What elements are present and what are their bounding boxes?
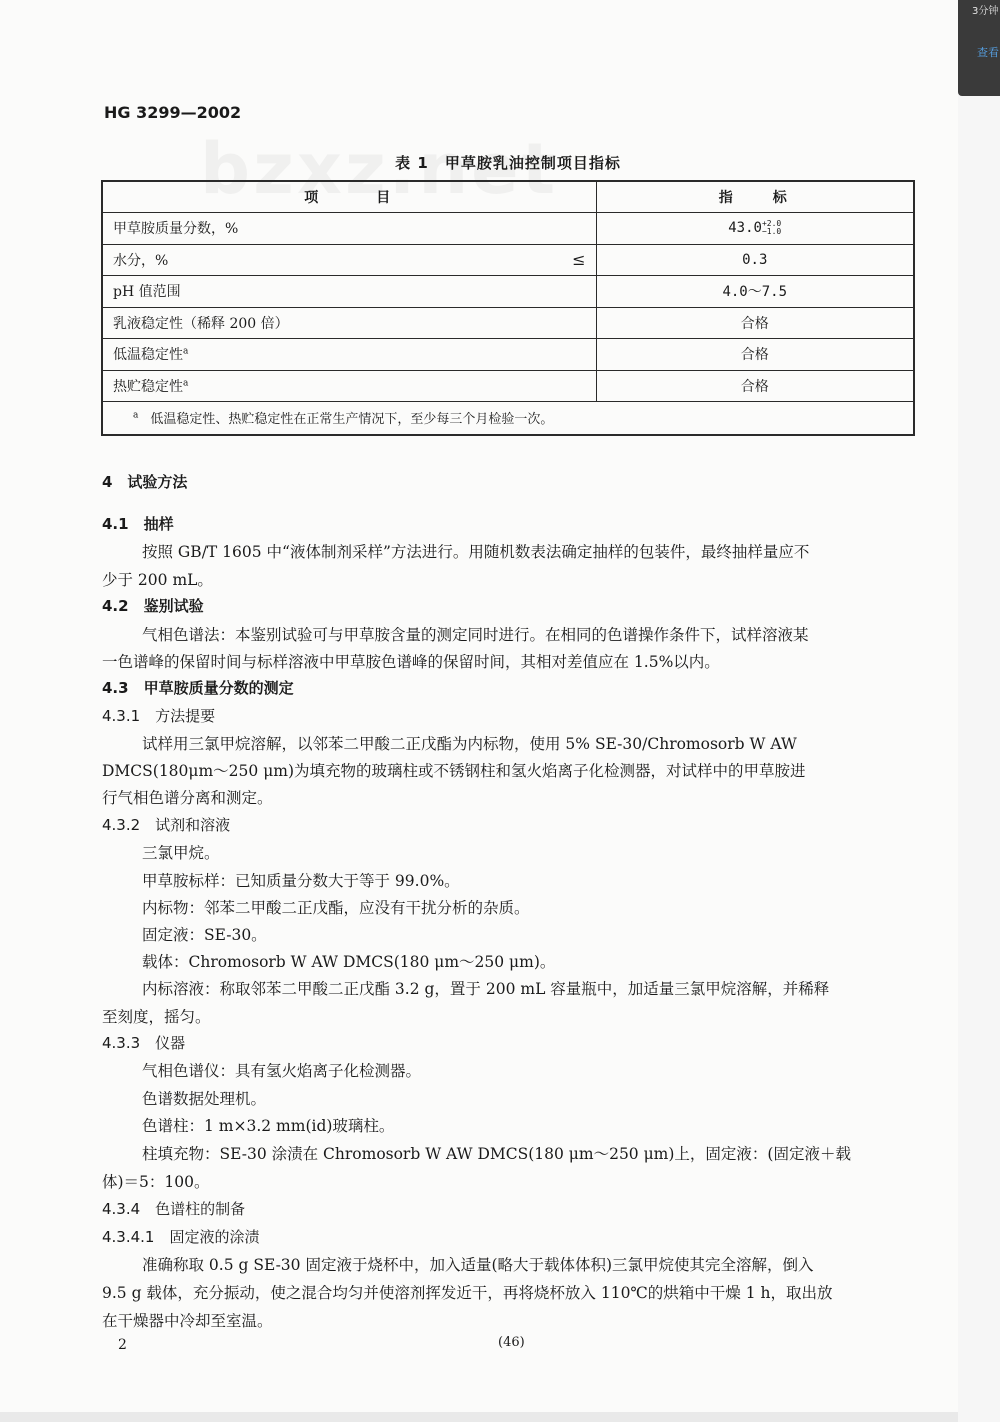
- paragraph-continuation: 一色谱峰的保留时间与标样溶液中甲草胺色谱峰的保留时间，其相对差值应在 1.5%以内。: [102, 653, 720, 671]
- paragraph-line: 准确称取 0.5 g SE-30 固定液于烧杯中，加入适量(略大于载体体积)三氯甲烷使其完全溶解，倒入: [142, 1256, 814, 1274]
- section-heading: 4.1 抽样: [102, 515, 174, 533]
- paragraph-continuation: 行气相色谱分离和测定。: [102, 789, 273, 807]
- table-cell-value: [596, 307, 914, 339]
- paragraph-continuation: 体)＝5：100。: [102, 1173, 210, 1191]
- table-cell-value: [596, 370, 914, 402]
- table-row: [102, 370, 914, 402]
- widget-view-link[interactable]: 查看: [977, 46, 999, 59]
- value: 43.0: [728, 220, 762, 237]
- floating-widget[interactable]: [958, 0, 1000, 96]
- value: 合格: [740, 378, 769, 395]
- value: 0.3: [742, 251, 768, 268]
- table-header-row: [102, 181, 914, 213]
- section-heading: 4.3.4 色谱柱的制备: [102, 1200, 246, 1218]
- table-cell-item: [102, 276, 596, 308]
- table-cell-value: [596, 213, 914, 245]
- paragraph-line: 内标溶液：称取邻苯二甲酸二正戊酯 3.2 g，置于 200 mL 容量瓶中，加适量三氯甲烷溶解，并稀释: [142, 980, 830, 998]
- table-caption: 表 1 甲草胺乳油控制项目指标: [395, 154, 621, 172]
- page-number: 2: [118, 1337, 127, 1353]
- item-label: 甲草胺质量分数，%: [113, 221, 239, 238]
- table-cell-value: [596, 339, 914, 371]
- table-cell-item: [102, 307, 596, 339]
- table-cell-item: [102, 370, 596, 402]
- item-label: 热贮稳定性: [113, 378, 183, 395]
- footnote-text: 低温稳定性、热贮稳定性在正常生产情况下，至少每三个月检验一次。: [150, 412, 554, 428]
- footnote-mark: a: [183, 378, 189, 389]
- spec-table: [101, 180, 915, 436]
- table-footnote-row: [102, 402, 914, 435]
- table-row: [102, 213, 914, 245]
- table-row: [102, 276, 914, 308]
- paragraph-line: 柱填充物：SE-30 涂渍在 Chromosorb W AW DMCS(180 μm～250 μm)上，固定液：(固定液＋载: [142, 1145, 851, 1163]
- paragraph-continuation: DMCS(180μm～250 μm)为填充物的玻璃柱或不锈钢柱和氢火焰离子化检测器，对试样中的甲草胺进: [102, 762, 806, 780]
- paragraph-line: 载体：Chromosorb W AW DMCS(180 μm～250 μm)。: [142, 953, 556, 971]
- paragraph-line: 试样用三氯甲烷溶解，以邻苯二甲酸二正戊酯为内标物，使用 5% SE-30/Chromosorb W AW: [142, 735, 797, 753]
- section-heading: 4.3 甲草胺质量分数的测定: [102, 679, 294, 697]
- paragraph-line: 色谱数据处理机。: [142, 1090, 267, 1108]
- paragraph-continuation: 少于 200 mL。: [102, 571, 213, 589]
- paragraph-line: 按照 GB/T 1605 中“液体制剂采样”方法进行。用随机数表法确定抽样的包装件，最终抽样量应不: [142, 543, 810, 561]
- section-heading: 4.3.1 方法提要: [102, 707, 216, 725]
- table-header-item: 项 目: [102, 181, 596, 213]
- page-number-sequence: (46): [498, 1335, 525, 1350]
- footnote-mark: a: [133, 410, 139, 421]
- item-label: pH 值范围: [113, 284, 181, 301]
- item-label: 低温稳定性: [113, 347, 183, 364]
- paragraph-line: 甲草胺标样：已知质量分数大于等于 99.0%。: [142, 872, 460, 890]
- table-cell-item: [102, 244, 596, 276]
- table-row: [102, 307, 914, 339]
- item-label: 水分，%: [113, 252, 169, 269]
- paragraph-line: 三氯甲烷。: [142, 844, 220, 862]
- value: 4.0～7.5: [722, 284, 788, 301]
- standard-number-header: HG 3299—2002: [104, 103, 242, 122]
- table-cell-item: [102, 213, 596, 245]
- widget-timer: 3分钟: [972, 6, 999, 17]
- paragraph-continuation: 至刻度，摇匀。: [102, 1008, 211, 1026]
- section-heading: 4.3.4.1 固定液的涂渍: [102, 1228, 260, 1246]
- table-row: [102, 339, 914, 371]
- paragraph-line: 气相色谱仪：具有氢火焰离子化检测器。: [142, 1062, 422, 1080]
- section-heading: 4.3.2 试剂和溶液: [102, 816, 231, 834]
- table-footnote: [102, 402, 914, 435]
- bottom-bar: [0, 1412, 958, 1422]
- paragraph-line: 色谱柱：1 m×3.2 mm(id)玻璃柱。: [142, 1117, 395, 1135]
- paragraph-line: 固定液：SE-30。: [142, 926, 267, 944]
- tolerance: [762, 220, 781, 236]
- paragraph-continuation: 9.5 g 载体，充分振动，使之混合均匀并使溶剂挥发近干，再将烧杯放入 110℃的烘箱中干燥 1 h，取出放: [102, 1284, 833, 1302]
- tolerance-plus: +2.0: [761, 219, 782, 229]
- paragraph-continuation: 在干燥器中冷却至室温。: [102, 1312, 273, 1330]
- table-row: [102, 244, 914, 276]
- viewer-side-strip: [958, 0, 1000, 1422]
- value: 合格: [740, 347, 769, 364]
- comparison-symbol: ≤: [572, 249, 586, 269]
- section-heading: 4.3.3 仪器: [102, 1034, 186, 1052]
- paragraph-line: 内标物：邻苯二甲酸二正戊酯，应没有干扰分析的杂质。: [142, 899, 530, 917]
- table-cell-value: [596, 244, 914, 276]
- table-cell-item: [102, 339, 596, 371]
- paragraph-line: 气相色谱法：本鉴别试验可与甲草胺含量的测定同时进行。在相同的色谱操作条件下，试样溶液某: [142, 626, 809, 644]
- table-cell-value: [596, 276, 914, 308]
- value: 合格: [740, 315, 769, 332]
- section-heading: 4.2 鉴别试验: [102, 597, 204, 615]
- section-heading: 4 试验方法: [102, 473, 188, 491]
- tolerance-minus: −1.0: [761, 227, 782, 237]
- footnote-mark: a: [183, 346, 189, 357]
- item-label: 乳液稳定性（稀释 200 倍）: [113, 315, 289, 332]
- table-header-value: 指 标: [596, 181, 914, 213]
